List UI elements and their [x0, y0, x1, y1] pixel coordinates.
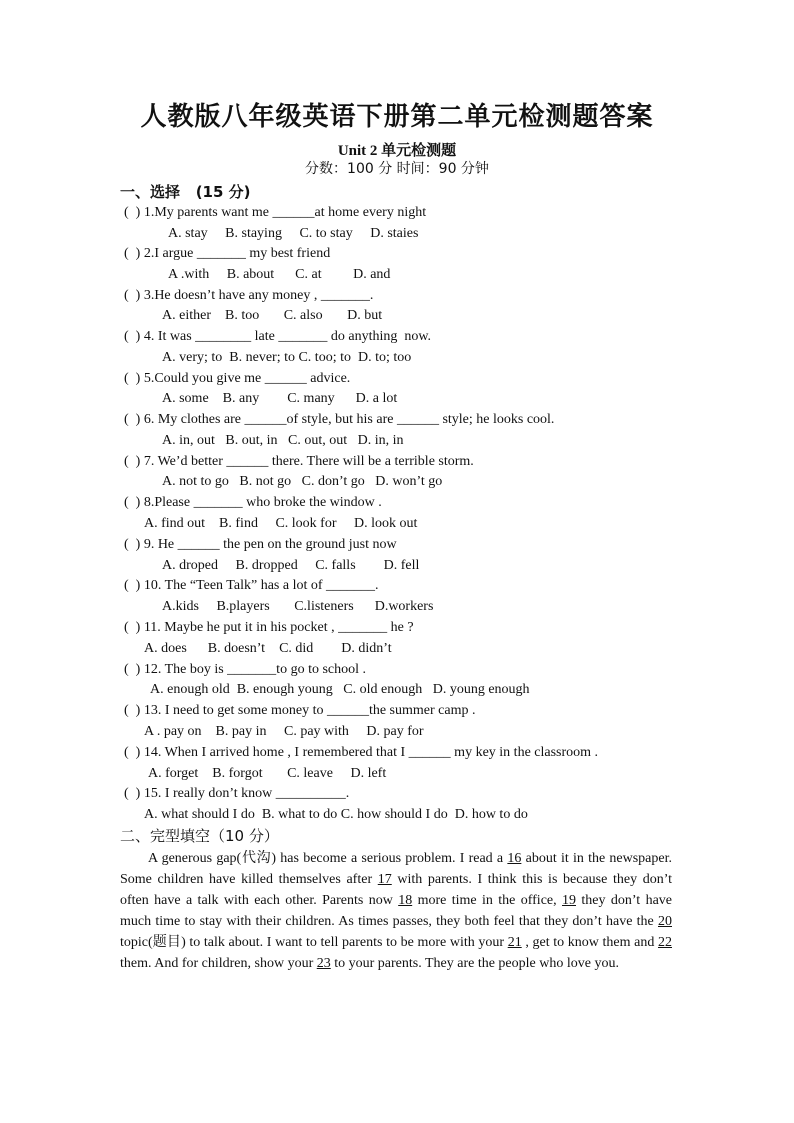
blank-20: 20 — [658, 914, 672, 929]
question-12: ( ) 12. The boy is _______to go to school . — [124, 662, 367, 677]
question-7-options: A. not to go B. not go C. don’t go D. won’t go — [162, 474, 443, 489]
question-11-options: A. does B. doesn’t C. did D. didn’t — [144, 641, 392, 656]
question-14: ( ) 14. When I arrived home , I remembered that I ______ my key in the classroom . — [124, 745, 599, 760]
score-time-line: 分数：100 分 时间：90 分钟 — [305, 161, 489, 177]
question-6-options: A. in, out B. out, in C. out, out D. in, in — [162, 433, 404, 448]
question-9-options: A. droped B. dropped C. falls D. fell — [162, 558, 420, 573]
question-11: ( ) 11. Maybe he put it in his pocket , _______ he ? — [124, 620, 414, 635]
blank-19: 19 — [562, 893, 577, 908]
passage-text: about it in the newspaper. Some children have killed themselves after — [120, 851, 673, 887]
blank-22: 22 — [658, 935, 672, 950]
question-5-options: A. some B. any C. many D. a lot — [162, 391, 398, 406]
question-1: ( ) 1.My parents want me ______at home every night — [124, 205, 427, 220]
blank-23: 23 — [316, 956, 331, 971]
question-9: ( ) 9. He ______ the pen on the ground just now — [124, 537, 397, 552]
question-15: ( ) 15. I really don’t know __________. — [124, 786, 350, 801]
question-2-options: A .with B. about C. at D. and — [168, 267, 391, 282]
question-15-options: A. what should I do B. what to do C. how should I do D. how to do — [144, 807, 528, 822]
question-13-options: A . pay on B. pay in C. pay with D. pay for — [144, 724, 424, 739]
question-10-options: A.kids B.players C.listeners D.workers — [162, 599, 434, 614]
section-2-heading: 二、完型填空（10 分） — [120, 827, 279, 845]
blank-17: 17 — [377, 872, 392, 887]
passage-text: , get to know them and — [521, 935, 658, 950]
document-title: 人教版八年级英语下册第二单元检测题答案 — [140, 102, 654, 132]
cloze-passage — [120, 848, 672, 974]
blank-21: 21 — [507, 935, 522, 950]
passage-text: they don’t have much time to stay with their children. As times passes, they both feel that they don’t have the — [120, 893, 672, 929]
section-1-points: (15 分) — [195, 183, 251, 201]
question-6: ( ) 6. My clothes are ______of style, but his are ______ style; he looks cool. — [124, 412, 555, 427]
blank-18: 18 — [398, 893, 413, 908]
document-subtitle: Unit 2 单元检测题 — [337, 143, 457, 159]
question-8: ( ) 8.Please _______ who broke the window . — [124, 495, 382, 510]
question-10: ( ) 10. The “Teen Talk” has a lot of _______. — [124, 578, 379, 593]
passage-text: A generous gap(代沟) has become a serious problem. I read a — [148, 851, 508, 866]
passage-text: more time in the office, — [412, 893, 563, 908]
question-3: ( ) 3.He doesn’t have any money , _______. — [124, 288, 374, 303]
question-4: ( ) 4. It was ________ late _______ do anything now. — [124, 329, 432, 344]
passage-text: to your parents. They are the people who love you. — [330, 956, 619, 971]
passage-text: with parents. I think this is because they don’t often have a talk with each other. Parents now — [120, 872, 673, 908]
blank-16: 16 — [507, 851, 522, 866]
question-2: ( ) 2.I argue _______ my best friend — [124, 246, 331, 261]
question-3-options: A. either B. too C. also D. but — [162, 308, 383, 323]
question-13: ( ) 13. I need to get some money to ______the summer camp . — [124, 703, 476, 718]
question-5: ( ) 5.Could you give me ______ advice. — [124, 371, 351, 386]
question-7: ( ) 7. We’d better ______ there. There will be a terrible storm. — [124, 454, 474, 469]
section-1-title: 一、选择 — [120, 183, 181, 201]
question-14-options: A. forget B. forgot C. leave D. left — [148, 766, 387, 781]
question-8-options: A. find out B. find C. look for D. look out — [144, 516, 418, 531]
question-4-options: A. very; to B. never; to C. too; to D. to; too — [162, 350, 412, 365]
question-1-options: A. stay B. staying C. to stay D. staies — [168, 226, 419, 241]
passage-text: topic(题目) to talk about. I want to tell parents to be more with your — [120, 935, 508, 950]
section-1-heading — [120, 181, 251, 202]
passage-text: them. And for children, show your — [120, 956, 317, 971]
question-12-options: A. enough old B. enough young C. old enough D. young enough — [150, 682, 530, 697]
